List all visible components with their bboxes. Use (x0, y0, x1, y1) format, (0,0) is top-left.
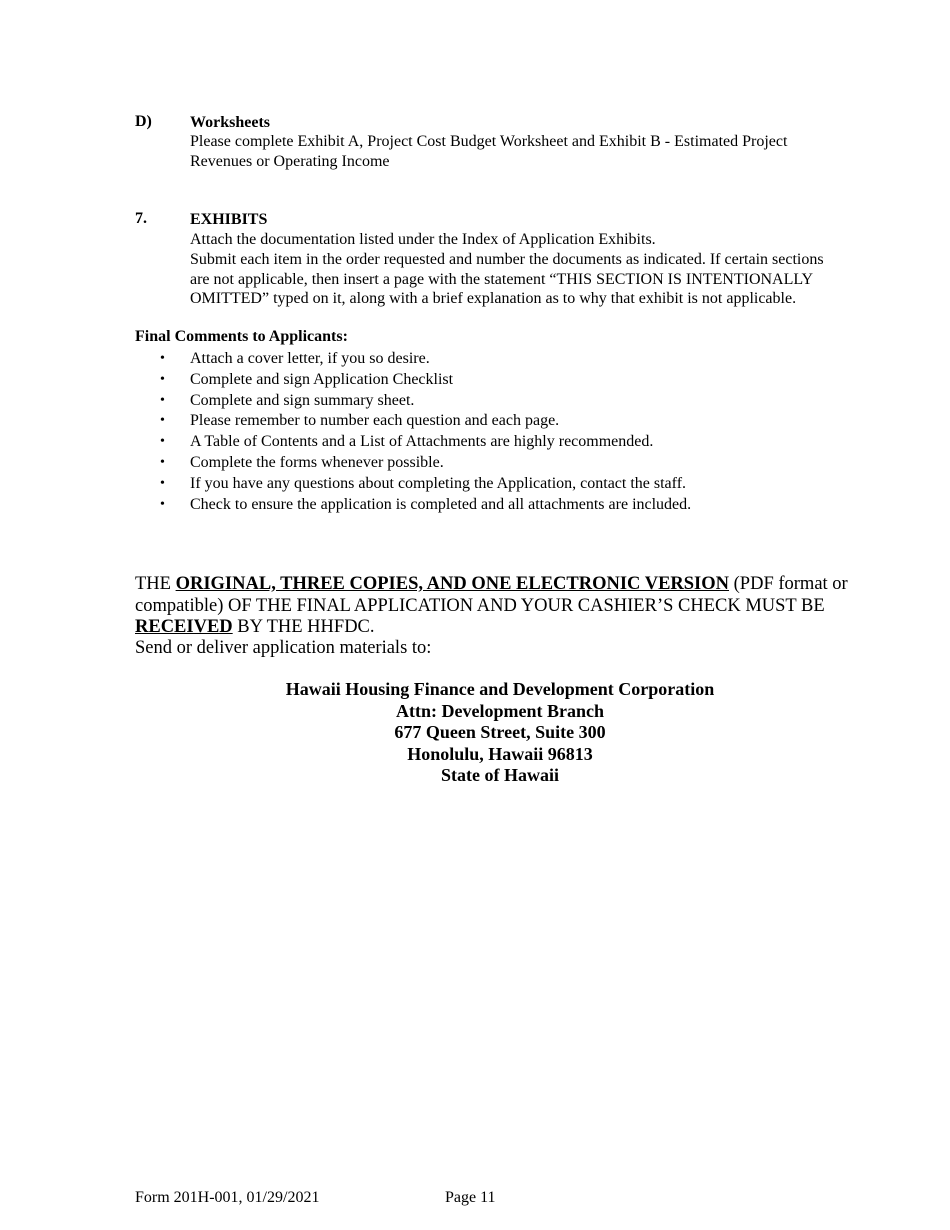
address-line5: State of Hawaii (441, 765, 559, 785)
footer-page-number: Page 11 (445, 1189, 496, 1206)
bullet-icon: • (160, 371, 165, 387)
section-7-line2: Submit each item in the order requested and number the documents as indicated. If certain sections (190, 251, 824, 268)
section-7-line3: are not applicable, then insert a page with the statement “THIS SECTION IS INTENTIONALLY (190, 271, 814, 288)
final-comments-list (160, 349, 691, 515)
section-7-title: EXHIBITS (190, 211, 268, 228)
address-line4: Honolulu, Hawaii 96813 (407, 744, 593, 764)
final-comments-heading: Final Comments to Applicants: (135, 328, 348, 345)
notice-after-emphasis: (PDF format or (729, 574, 848, 594)
list-item (160, 391, 691, 412)
bullet-icon: • (160, 392, 165, 408)
section-d-text-line2: Revenues or Operating Income (190, 153, 390, 170)
footer-form-id: Form 201H-001, 01/29/2021 (135, 1189, 320, 1206)
section-7-line4: OMITTED” typed on it, along with a brief explanation as to why that exhibit is not applicable. (190, 290, 797, 307)
list-item-text: Complete the forms whenever possible. (190, 453, 444, 471)
bullet-icon: • (160, 496, 165, 512)
address-line2: Attn: Development Branch (396, 701, 604, 721)
list-item-text: Complete and sign summary sheet. (190, 391, 415, 409)
bullet-icon: • (160, 475, 165, 491)
section-d-text-line1: Please complete Exhibit A, Project Cost Budget Worksheet and Exhibit B - Estimated Project (190, 133, 788, 150)
section-7-label: 7. (135, 210, 147, 227)
list-item (160, 495, 691, 516)
list-item-text: A Table of Contents and a List of Attachments are highly recommended. (190, 433, 654, 451)
notice-send-line: Send or deliver application materials to: (135, 638, 432, 658)
address-line1: Hawaii Housing Finance and Development Corporation (285, 679, 715, 699)
list-item (160, 432, 691, 453)
bullet-icon: • (160, 413, 165, 429)
list-item (160, 411, 691, 432)
bullet-icon: • (160, 454, 165, 470)
list-item-text: Check to ensure the application is completed and all attachments are included. (190, 495, 692, 513)
list-item-text: Please remember to number each question and each page. (190, 412, 560, 430)
list-item (160, 474, 691, 495)
section-d-label: D) (135, 113, 152, 130)
list-item (160, 370, 691, 391)
list-item (160, 453, 691, 474)
section-7-line1: Attach the documentation listed under the Index of Application Exhibits. (190, 231, 656, 248)
notice-line3 (135, 617, 875, 639)
address-line3: 677 Queen Street, Suite 300 (394, 722, 606, 742)
notice-emphasis: ORIGINAL, THREE COPIES, AND ONE ELECTRONIC VERSION (175, 574, 730, 594)
section-d-title: Worksheets (190, 114, 270, 131)
notice-line2: compatible) OF THE FINAL APPLICATION AND YOUR CASHIER’S CHECK MUST BE (135, 596, 825, 616)
notice-the: THE (135, 574, 176, 594)
bullet-icon: • (160, 351, 165, 366)
notice-line1 (135, 574, 875, 596)
list-item (160, 349, 691, 370)
list-item-text: If you have any questions about completing the Application, contact the staff. (190, 474, 687, 492)
list-item-text: Complete and sign Application Checklist (190, 370, 454, 388)
list-item-text: Attach a cover letter, if you so desire. (190, 350, 430, 367)
notice-received: RECEIVED (135, 617, 233, 637)
notice-after-received: BY THE HHFDC. (232, 617, 375, 637)
bullet-icon: • (160, 434, 165, 450)
